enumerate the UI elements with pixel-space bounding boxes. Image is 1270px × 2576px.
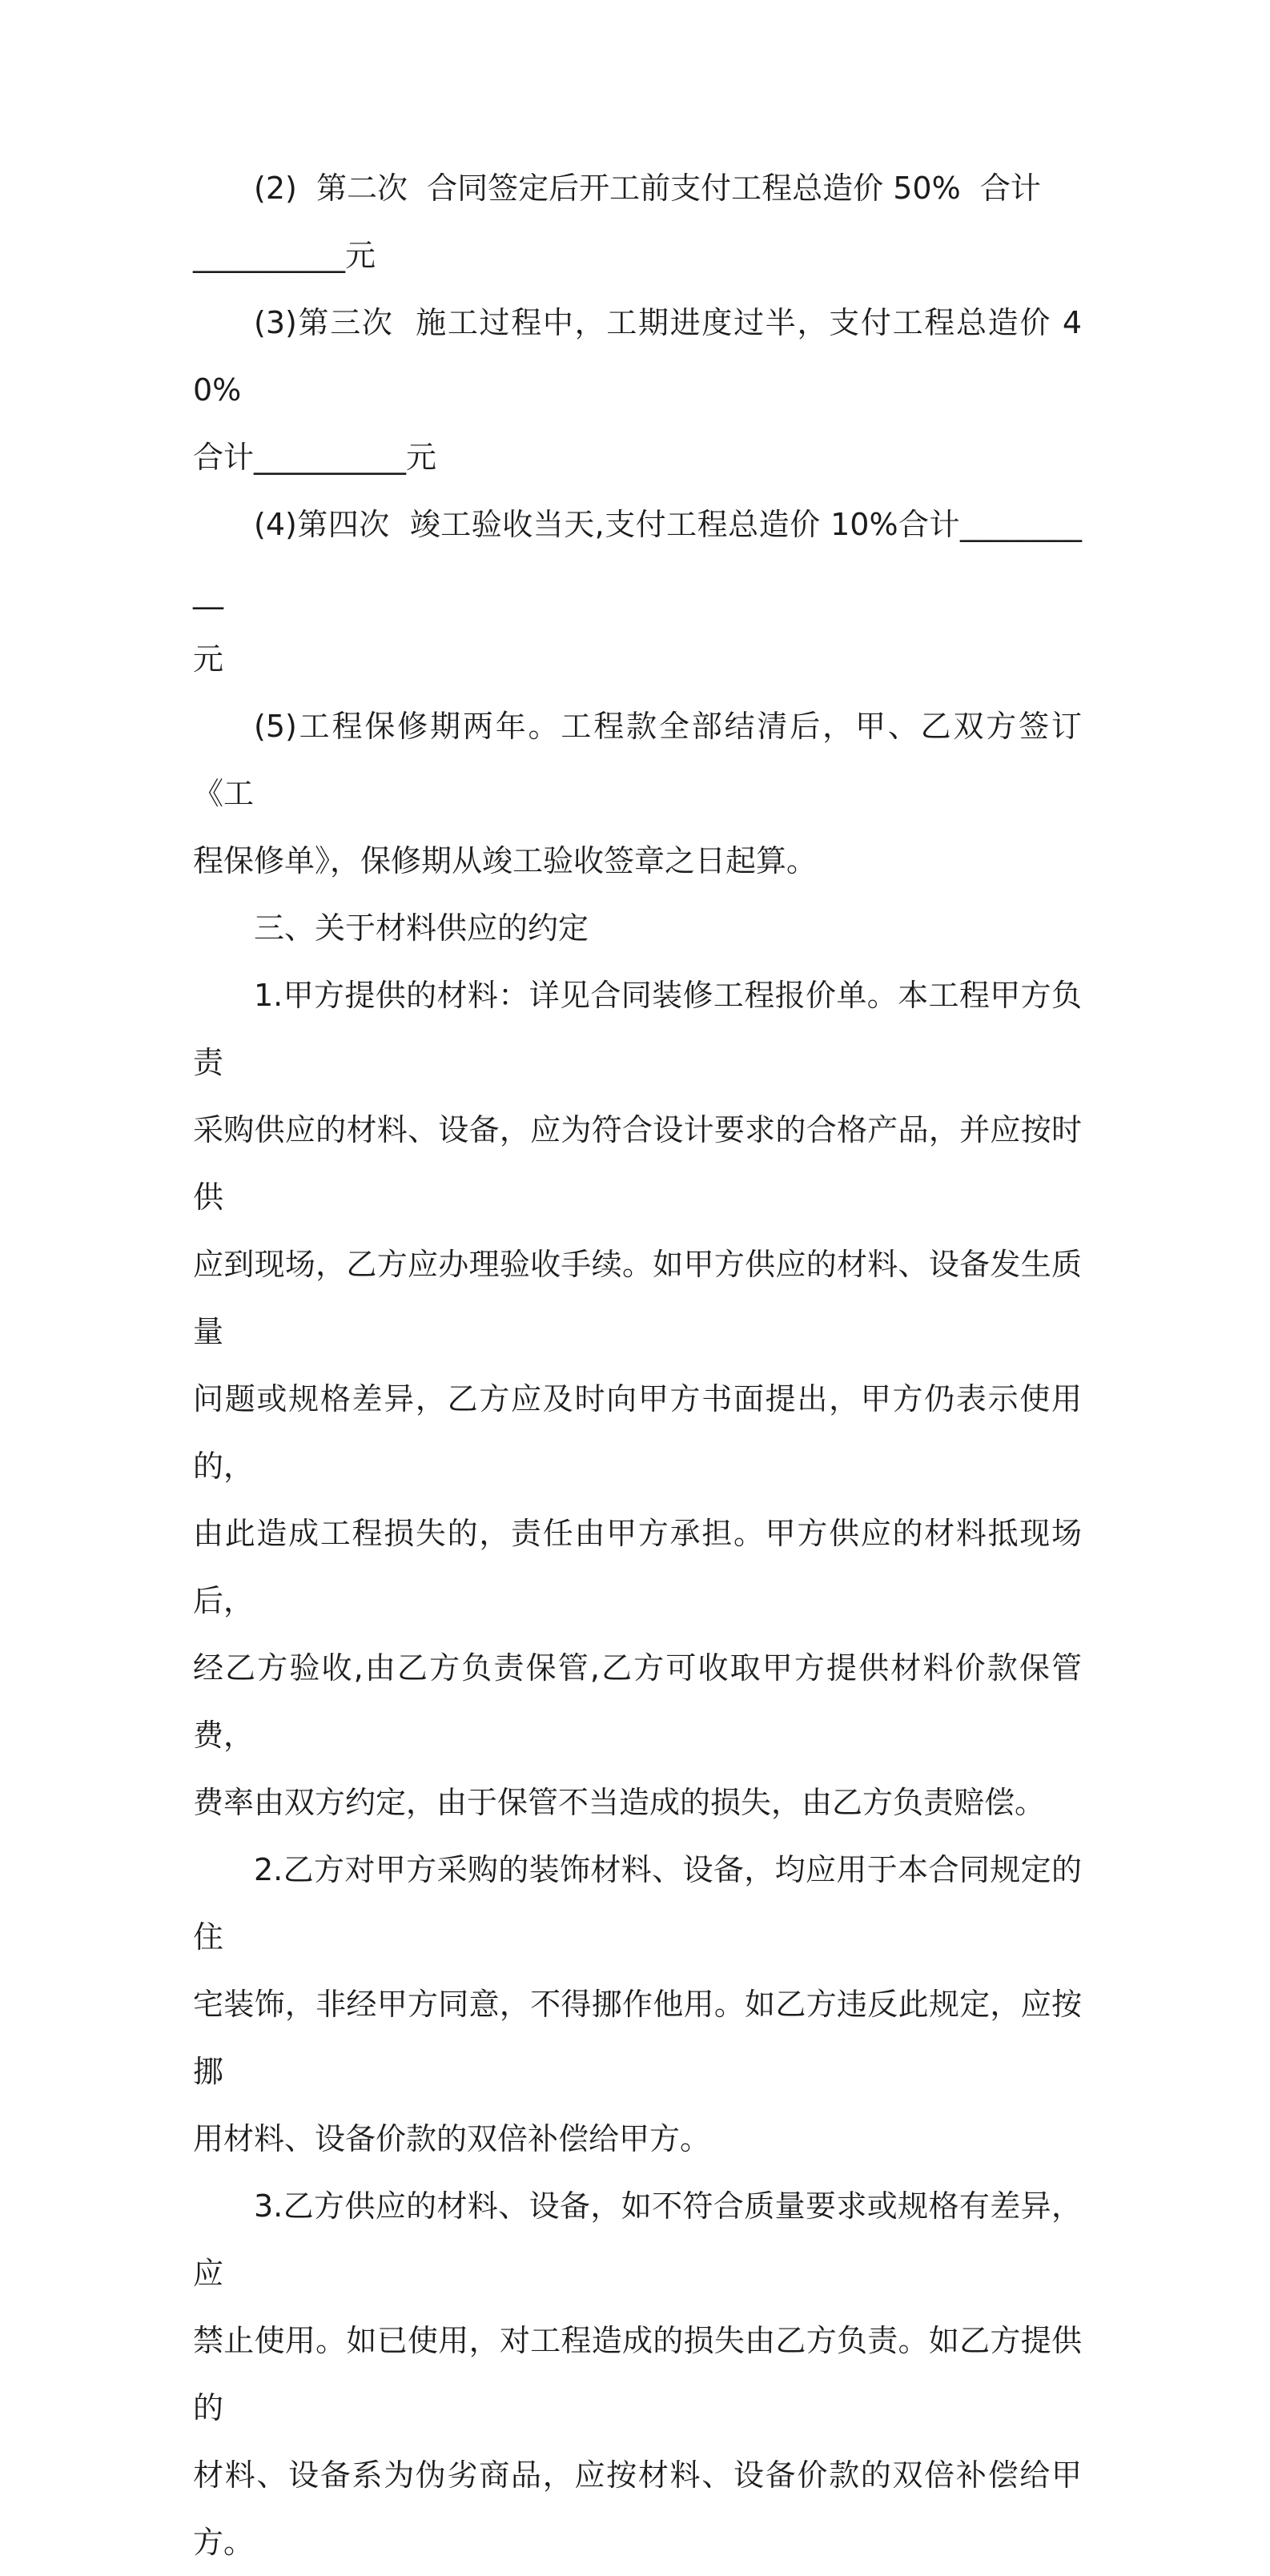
- payment-item-5-line-2: 程保修单》，保修期从竣工验收签章之日起算。: [193, 843, 818, 878]
- payment-item-2-line-2: __________元: [193, 238, 376, 273]
- clause-1-line-1: 1.甲方提供的材料：详见合同装修工程报价单。本工程甲方负责: [193, 978, 1082, 1080]
- clause-1-line-7: 费率由双方约定，由于保管不当造成的损失，由乙方负责赔偿。: [193, 1785, 1046, 1820]
- clause-1-line-3: 应到现场，乙方应办理验收手续。如甲方供应的材料、设备发生质量: [193, 1247, 1082, 1349]
- payment-item-5-line-1: (5)工程保修期两年。工程款全部结清后，甲、乙双方签订《工: [193, 709, 1082, 811]
- clause-3-line-3: 材料、设备系为伪劣商品，应按材料、设备价款的双倍补偿给甲方。: [193, 2457, 1082, 2560]
- clause-3-line-1: 3.乙方供应的材料、设备，如不符合质量要求或规格有差异，应: [193, 2188, 1082, 2291]
- payment-item-4-line-1: (4)第四次 竣工验收当天,支付工程总造价 10%合计__________: [193, 507, 1082, 609]
- clause-1-line-5: 由此造成工程损失的，责任由甲方承担。甲方供应的材料抵现场后，: [193, 1516, 1082, 1618]
- clause-1-line-6: 经乙方验收,由乙方负责保管,乙方可收取甲方提供材料价款保管费，: [193, 1650, 1082, 1753]
- clause-2-line-1: 2.乙方对甲方采购的装饰材料、设备，均应用于本合同规定的住: [193, 1852, 1082, 1955]
- payment-item-2-line-1: (2) 第二次 合同签定后开工前支付工程总造价 50% 合计: [254, 171, 1041, 206]
- clause-1-line-2: 采购供应的材料、设备，应为符合设计要求的合格产品，并应按时供: [193, 1112, 1082, 1215]
- payment-item-3-line-2: 合计__________元: [193, 440, 437, 475]
- clause-2-line-3: 用材料、设备价款的双倍补偿给甲方。: [193, 2121, 711, 2156]
- payment-item-4-line-2: 元: [193, 641, 224, 677]
- document-body: [193, 155, 1082, 2576]
- clause-2-line-2: 宅装饰，非经甲方同意，不得挪作他用。如乙方违反此规定，应按挪: [193, 1987, 1082, 2089]
- section-heading-material-supply: 三、关于材料供应的约定: [254, 910, 589, 946]
- payment-item-3-line-1: (3)第三次 施工过程中，工期进度过半，支付工程总造价 40%: [193, 305, 1082, 408]
- clause-3-line-2: 禁止使用。如已使用，对工程造成的损失由乙方负责。如乙方提供的: [193, 2323, 1082, 2425]
- clause-1-line-4: 问题或规格差异，乙方应及时向甲方书面提出，甲方仍表示使用的，: [193, 1381, 1082, 1484]
